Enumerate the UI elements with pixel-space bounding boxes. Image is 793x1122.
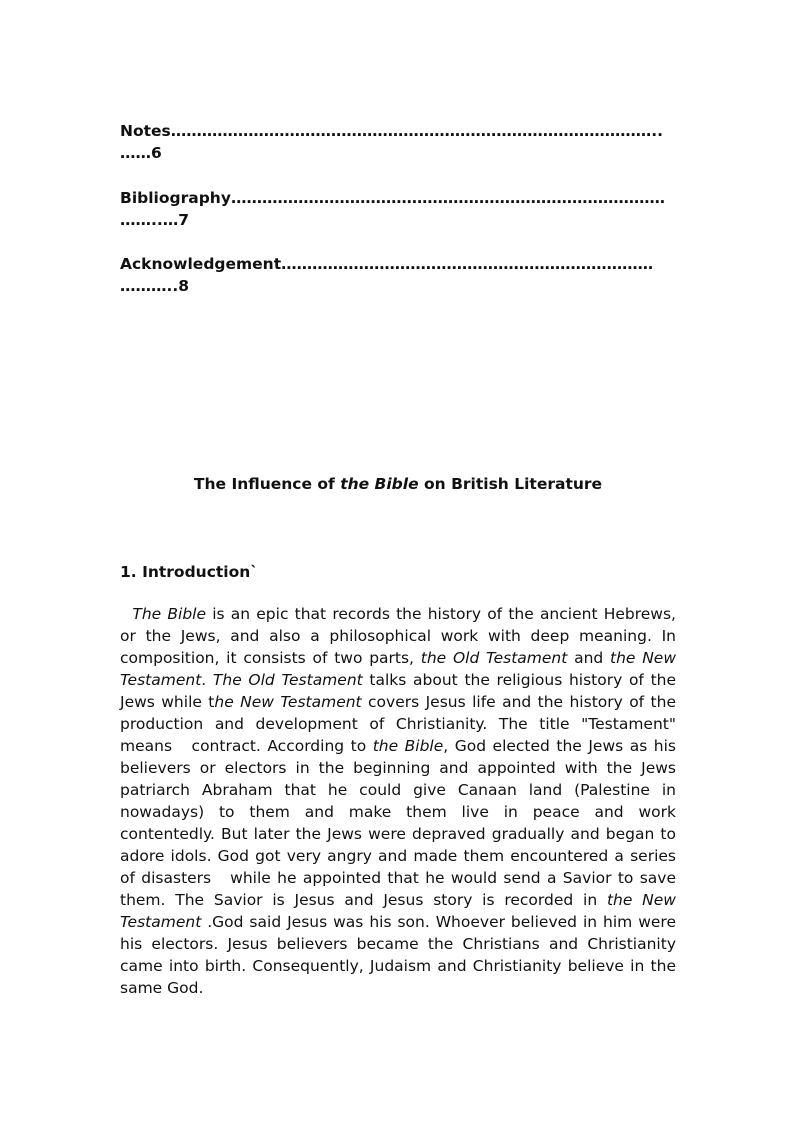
paragraph-line	[120, 647, 676, 669]
paragraph-line: same God.	[120, 979, 204, 997]
paragraph-line	[120, 889, 676, 911]
toc-line-1	[120, 253, 680, 275]
text: is an epic that records the history of the ancient Hebrews,	[206, 605, 676, 623]
text: Jews while t	[120, 693, 215, 711]
toc-leader-dots: ……	[120, 144, 151, 162]
paragraph-line	[120, 603, 676, 625]
italic-text: he New Testament	[214, 693, 362, 711]
toc-entry-bibliography[interactable]	[120, 187, 680, 231]
italic-text: the New	[606, 891, 676, 909]
toc-page-number: 6	[151, 144, 162, 162]
paragraph-line: adore idols. God got very angry and made them encountered a series	[120, 847, 676, 865]
title-text-post: on British Literature	[418, 475, 603, 493]
text: .God said Jesus was his son. Whoever believed in him were	[201, 913, 676, 931]
italic-text: The Old Testament	[212, 671, 363, 689]
text: talks about the religious history of the	[362, 671, 677, 689]
toc-line-2	[120, 275, 680, 297]
italic-text: Testament	[120, 913, 202, 931]
italic-text: Testament	[120, 671, 202, 689]
toc-leader-dots: …………………………………………………………………………	[230, 189, 665, 207]
paragraph-line: contentedly. But later the Jews were depraved gradually and began to	[120, 825, 676, 843]
text: , God elected the Jews as his	[443, 737, 676, 755]
toc-entry-notes[interactable]	[120, 120, 680, 164]
section-heading: 1. Introduction`	[120, 563, 259, 581]
toc-leader-dots: ………………………………………………………………	[281, 255, 654, 273]
toc-leader-dots: …………………………………………………………………………………..	[170, 122, 664, 140]
toc-entry-acknowledgement[interactable]	[120, 253, 680, 297]
italic-text: the Bible	[372, 737, 444, 755]
text: .	[201, 671, 213, 689]
toc-page-number: 7	[178, 211, 190, 229]
text: means contract. According to	[120, 737, 373, 755]
toc-leader-dots: ……..…	[120, 211, 179, 229]
paragraph-line: nowadays) to them and make them live in peace and work	[120, 803, 676, 821]
paragraph-line: came into birth. Consequently, Judaism and Christianity believe in the	[120, 957, 676, 975]
document-title	[120, 473, 676, 495]
toc-line-2	[120, 209, 680, 231]
paragraph-line: of disasters while he appointed that he would send a Savior to save	[120, 869, 676, 887]
italic-text: the Old Testament	[420, 649, 568, 667]
text: them. The Savior is Jesus and Jesus story is recorded in	[120, 891, 607, 909]
toc-label: Bibliography	[120, 189, 231, 207]
paragraph-line: or the Jews, and also a philosophical work with deep meaning. In	[120, 627, 676, 645]
title-text-pre: The Influence of	[193, 475, 341, 493]
paragraph-line	[120, 735, 676, 757]
toc-line-2	[120, 142, 680, 164]
toc-leader-dots: ………..	[120, 277, 179, 295]
text: composition, it consists of two parts,	[120, 649, 421, 667]
text: and	[567, 649, 610, 667]
paragraph-line	[120, 911, 676, 933]
toc-label: Acknowledgement	[120, 255, 282, 273]
toc-line-1	[120, 120, 680, 142]
toc-label: Notes	[120, 122, 171, 140]
text: covers Jesus life and the history of the	[361, 693, 676, 711]
paragraph-line: his electors. Jesus believers became the Christians and Christianity	[120, 935, 676, 953]
paragraph-line: believers or electors in the beginning and appointed with the Jews	[120, 759, 676, 777]
italic-text: the New	[610, 649, 676, 667]
introduction-paragraph	[120, 603, 676, 999]
paragraph-line	[120, 691, 676, 713]
italic-text: The Bible	[132, 605, 207, 623]
paragraph-line: production and development of Christianity. The title "Testament"	[120, 715, 676, 733]
toc-line-1	[120, 187, 680, 209]
toc-page-number: 8	[178, 277, 190, 295]
paragraph-line: patriarch Abraham that he could give Canaan land (Palestine in	[120, 781, 676, 799]
paragraph-line	[120, 669, 676, 691]
title-text-italic: the Bible	[340, 475, 419, 493]
